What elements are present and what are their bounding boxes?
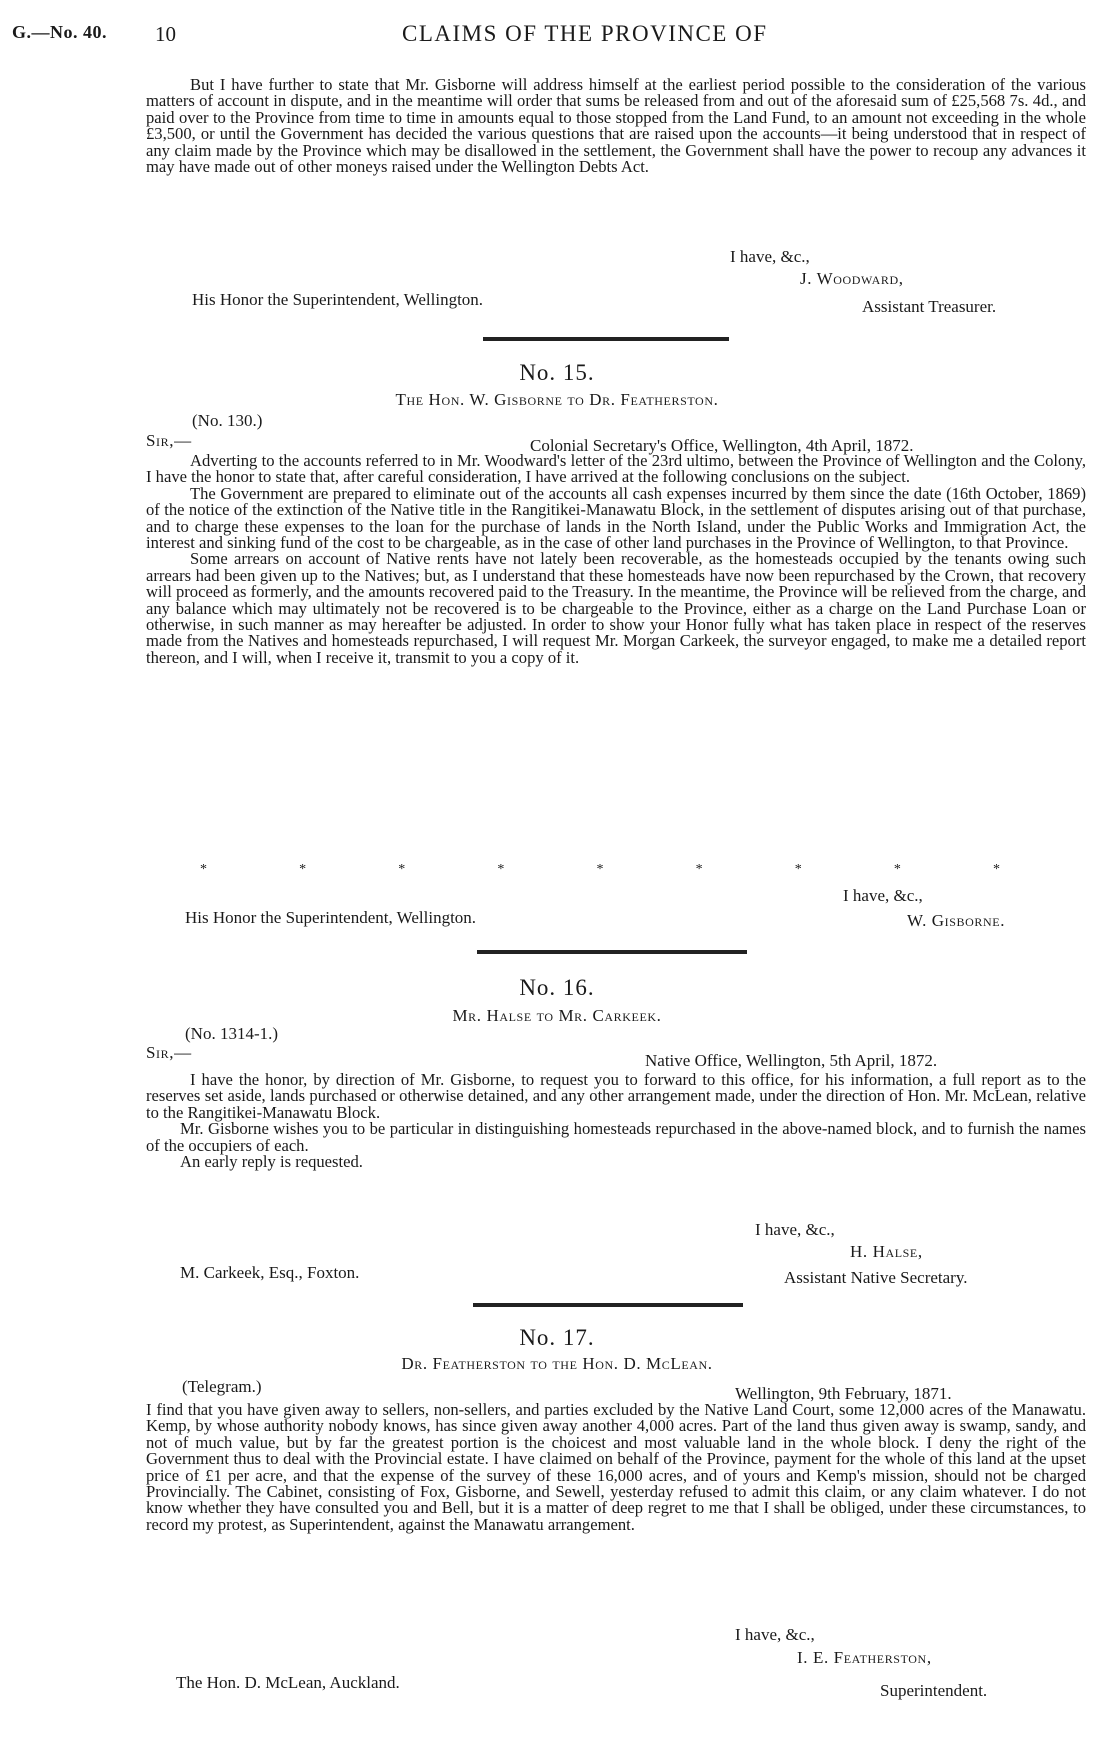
- letter16-heading: Mr. Halse to Mr. Carkeek.: [452, 1006, 662, 1025]
- letter15-ref: (No. 130.): [192, 411, 263, 430]
- letter15-closing: I have, &c.,: [843, 886, 923, 905]
- letter16-salutation: Sir,—: [146, 1043, 192, 1062]
- letter17-body: [146, 1402, 1086, 1533]
- letter15-paragraph-3: Some arrears on account of Native rents have not lately been recoverable, as the homesteads occupied by the tenants owing such arrears had been given up to the Natives; but, as I understand that these homesteads have now been repurchased by the Crown, that recovery will proceed as formerly, and the amounts recovered paid to the Treasury. In the meantime, the Province will be relieved from the charge, and any balance which may ultimately not be recovered is to be chargeable to the Province, either as a charge on the Land Purchase Loan or otherwise, in such manner as may hereafter be adjusted. In order to show your Honor fully what has taken place in respect of the reserves made from the Natives and homesteads repurchased, I will request Mr. Morgan Carkeek, the surveyor engaged, to make me a detailed report thereon, and I will, when I receive it, transmit to you a copy of it.: [146, 549, 1086, 667]
- letter15-body: [146, 453, 1086, 666]
- letter17-heading: Dr. Featherston to the Hon. D. McLean.: [401, 1354, 713, 1373]
- letter16-signature-title: Assistant Native Secretary.: [784, 1268, 968, 1287]
- section-divider: [477, 950, 747, 954]
- letter17-signature-title: Superintendent.: [880, 1681, 988, 1700]
- letter15-paragraph-2: The Government are prepared to eliminate out of the accounts all cash expenses incurred by them since the date (16th October, 1869) of the notice of the extinction of the Native title in the Rangitikei-Manawatu Block, in the settlement of disputes arising out of that purchase, and to charge these expenses to the loan for the purchase of lands in the North Island, under the Public Works and Immigration Act, the interest and sinking fund of the cost to be chargeable, as in the case of other land purchases in the Province of Wellington, to that Province.: [146, 483, 1086, 553]
- section-divider: [483, 337, 729, 341]
- star: *: [299, 862, 307, 877]
- letter16-ref: (No. 1314-1.): [185, 1024, 279, 1043]
- letter16-paragraph-3: An early reply is requested.: [180, 1152, 363, 1172]
- star: *: [596, 862, 604, 877]
- letter17-number: No. 17.: [519, 1325, 595, 1350]
- page-number: 10: [155, 22, 176, 46]
- letter15-heading: The Hon. W. Gisborne to Dr. Featherston.: [395, 390, 719, 409]
- star: *: [993, 862, 1000, 877]
- letter14-addressee: His Honor the Superintendent, Wellington.: [192, 290, 484, 309]
- letter16-number: No. 16.: [519, 975, 595, 1000]
- page-title: CLAIMS OF THE PROVINCE OF: [402, 21, 768, 46]
- letter14-body: [146, 77, 1086, 175]
- star: *: [893, 862, 901, 877]
- letter15-number: No. 15.: [519, 360, 595, 385]
- letter16-place-date: Native Office, Wellington, 5th April, 1872.: [645, 1051, 938, 1070]
- star: *: [398, 862, 406, 877]
- star: *: [497, 862, 505, 877]
- star: *: [200, 862, 207, 877]
- letter17-ref: (Telegram.): [182, 1377, 262, 1396]
- letter17-paragraph: I find that you have given away to sellers, non-sellers, and parties excluded by the Native Land Court, some 12,000 acres of the Manawatu. Kemp, by whose authority nobody knows, has since given away another 4,000 acres. Part of the land thus given away is swamp, sandy, and not of much value, but by far the greatest portion is the choicest and most valuable land in the whole block. I deny the right of the Government thus to deal with the Provincial estate. I have claimed on behalf of the Province, payment for the whole of this land at the upset price of £1 per acre, and that the expense of the survey of these 16,000 acres, and of yours and Kemp's mission, should not be charged Provincially. The Cabinet, consisting of Fox, Gisborne, and Sewell, yesterday refused to admit this claim, or any claim whatever. I do not know whether they have consulted you and Bell, but it is a matter of deep regret to me that I shall be obliged, under these circumstances, to record my protest, as Superintendent, against the Manawatu arrangement.: [146, 1400, 1086, 1534]
- star: *: [695, 862, 703, 877]
- letter15-paragraph-1: Adverting to the accounts referred to in Mr. Woodward's letter of the 23rd ultimo, between the Province of Wellington and the Colony, I have the honor to state that, after careful consideration, I have arrived at the following conclusions on the subject.: [146, 451, 1086, 487]
- ellipsis-stars: [200, 862, 1000, 878]
- letter17-closing: I have, &c.,: [735, 1625, 815, 1644]
- letter16-signature: H. Halse,: [850, 1242, 923, 1261]
- letter14-signature: J. Woodward,: [800, 269, 904, 288]
- letter14-signature-title: Assistant Treasurer.: [862, 297, 997, 316]
- letter15-place-date: Colonial Secretary's Office, Wellington, 4th April, 1872.: [530, 436, 914, 455]
- letter16-body: [146, 1072, 1086, 1170]
- letter14-paragraph: But I have further to state that Mr. Gisborne will address himself at the earliest period possible to the consideration of the various matters of account in dispute, and in the meantime will order that sums be released from and out of the aforesaid sum of £25,568 7s. 4d., and paid over to the Province from time to time in amounts equal to those stopped from the Land Fund, to an amount not exceeding in the whole £3,500, or until the Government has decided the various questions that are raised upon the accounts—it being understood that in respect of any claim made by the Province which may be disallowed in the settlement, the Government shall have the power to recoup any advances it may have made out of other moneys raised under the Wellington Debts Act.: [146, 75, 1086, 177]
- letter17-addressee: The Hon. D. McLean, Auckland.: [176, 1673, 400, 1692]
- letter16-closing: I have, &c.,: [755, 1220, 835, 1239]
- letter15-salutation: Sir,—: [146, 431, 192, 450]
- letter16-addressee: M. Carkeek, Esq., Foxton.: [180, 1263, 360, 1282]
- letter15-addressee: His Honor the Superintendent, Wellington.: [185, 908, 477, 927]
- letter17-place-date: Wellington, 9th February, 1871.: [735, 1384, 952, 1403]
- letter17-signature: I. E. Featherston,: [797, 1648, 932, 1667]
- letter15-signature: W. Gisborne.: [907, 911, 1006, 930]
- star: *: [794, 862, 802, 877]
- letter14-closing: I have, &c.,: [730, 247, 810, 266]
- series-number: G.—No. 40.: [12, 22, 107, 42]
- letter16-paragraph-2: Mr. Gisborne wishes you to be particular in distinguishing homesteads repurchased in the above-named block, and to furnish the names of the occupiers of each.: [146, 1119, 1086, 1155]
- letter16-paragraph-1: I have the honor, by direction of Mr. Gisborne, to request you to forward to this office, for his information, a full report as to the reserves set aside, lands purchased or otherwise detained, and any other arrangement made, under the direction of Hon. Mr. McLean, relative to the Rangitikei-Manawatu Block.: [146, 1070, 1086, 1122]
- section-divider: [473, 1303, 743, 1307]
